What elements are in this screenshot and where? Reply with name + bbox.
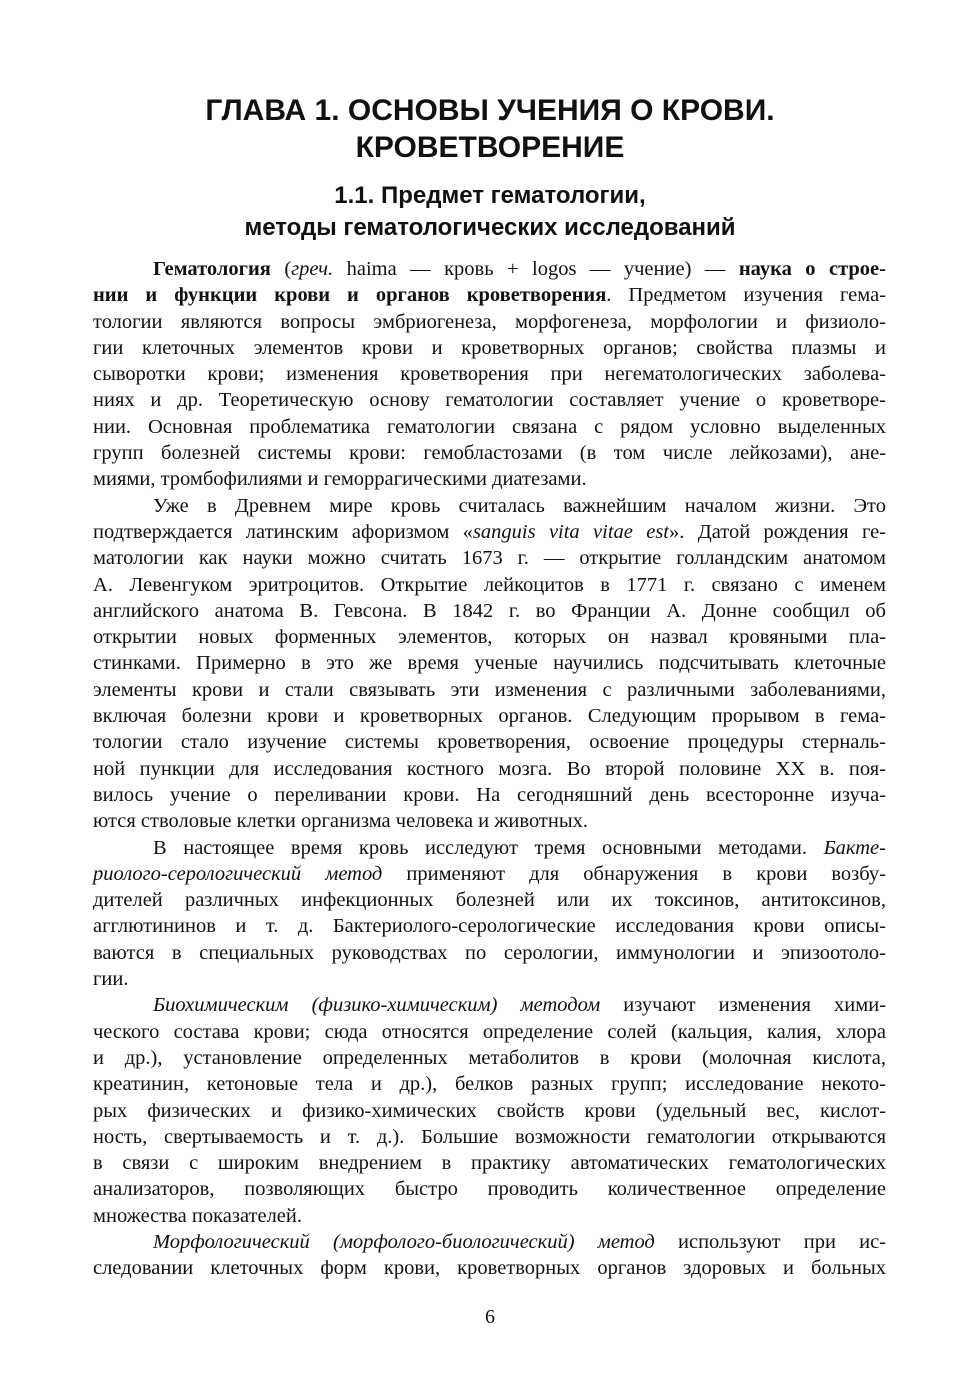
text-segment: изучают изменения хими-: [600, 994, 886, 1017]
paragraph-1: [93, 256, 886, 493]
bold-term: нии и функции крови и органов кроветворения: [93, 284, 607, 307]
text-line: [93, 387, 886, 413]
text-segment: включая болезни крови и кроветворных органов. Следующим прорывом в гема-: [93, 705, 886, 728]
text-segment: (: [270, 258, 292, 280]
text-segment: креатинин, кетоновые тела и др.), белков разных групп; исследование некото-: [93, 1073, 886, 1096]
text-segment: гии.: [93, 968, 129, 991]
chapter-title-line-2: КРОВЕТВОРЕНИЕ: [355, 131, 625, 164]
text-segment: В настоящее время кровь исследуют тремя основными методами.: [153, 836, 824, 859]
text-segment: тологии стало изучение системы кроветворения, освоение процедуры стерналь-: [93, 731, 886, 754]
text-segment: групп болезней системы крови: гемобластозами (в том числе лейкозами), ане-: [93, 442, 886, 465]
text-segment: стинками. Примерно в это же время ученые научились подсчитывать клеточные: [93, 652, 886, 675]
italic-term: греч.: [291, 258, 334, 280]
text-line: [93, 756, 886, 782]
text-segment: ной пункции для исследования костного мозга. Во второй половине XX в. поя-: [93, 757, 886, 780]
text-segment: сыворотки крови; изменения кроветворения при негематологических заболева-: [93, 363, 886, 386]
text-line: [93, 1019, 886, 1045]
text-segment: применяют для обнаружения в крови возбу-: [382, 862, 886, 885]
text-line: [93, 519, 886, 545]
text-segment: и др.), установление определенных метаболитов в крови (молочная кислота,: [93, 1046, 886, 1069]
text-line: [93, 782, 886, 808]
italic-term: Бакте-: [823, 836, 886, 859]
text-segment: гии клеточных элементов крови и кроветворных органов; свойства плазмы и: [93, 336, 886, 359]
text-line: [93, 966, 886, 992]
section-title: [0, 180, 980, 244]
text-line: [93, 414, 886, 440]
text-line: [93, 703, 886, 729]
text-line: [93, 624, 886, 650]
paragraph-2: [93, 493, 886, 835]
text-segment: подтверждается латинским афоризмом «: [93, 520, 473, 543]
bold-term: наука о строе-: [738, 258, 886, 280]
text-line: [93, 650, 886, 676]
text-segment: вилось учение о переливании крови. На сегодняшний день всесторонне изуча-: [93, 783, 886, 806]
text-line: [93, 861, 886, 887]
text-line: [93, 729, 886, 755]
text-line: [93, 598, 886, 624]
text-segment: ниях и др. Теоретическую основу гематологии составляет учение о кроветворе-: [93, 389, 886, 412]
text-line: [93, 282, 886, 308]
text-segment: ». Датой рождения ге-: [669, 520, 887, 543]
text-segment: . Предметом изучения гема-: [606, 284, 886, 307]
text-line: [93, 466, 886, 492]
text-line: [93, 887, 886, 913]
text-line: [93, 835, 886, 861]
text-segment: открытии новых форменных элементов, которых он назвал кровяными пла-: [93, 626, 886, 649]
body-text: [93, 256, 886, 1282]
text-line: [93, 1255, 886, 1281]
text-segment: анализаторов, позволяющих быстро проводить количественное определение: [93, 1178, 886, 1201]
text-segment: А. Левенгуком эритроцитов. Открытие лейкоцитов в 1771 г. связано с именем: [93, 573, 886, 596]
bold-term: Гематология: [153, 258, 271, 280]
text-segment: элементы крови и стали связывать эти изменения с различными заболеваниями,: [93, 678, 886, 701]
text-line: [93, 493, 886, 519]
text-segment: ность, свертываемость и т. д.). Большие возможности гематологии открываются: [93, 1125, 886, 1148]
text-line: [93, 1203, 886, 1229]
chapter-title: [0, 92, 980, 166]
text-segment: матологии как науки можно считать 1673 г. — открытие голландским анатомом: [93, 547, 886, 570]
text-segment: рых физических и физико-химических свойств крови (удельный вес, кислот-: [93, 1099, 886, 1122]
italic-term: риолого-серологический метод: [93, 862, 383, 885]
text-line: [93, 361, 886, 387]
text-line: [93, 1045, 886, 1071]
text-segment: ческого состава крови; сюда относятся определение солей (кальция, калия, хлора: [93, 1020, 886, 1043]
text-segment: нии. Основная проблематика гематологии связана с рядом условно выделенных: [93, 415, 886, 438]
text-segment: ваются в специальных руководствах по серологии, иммунологии и эпизоотоло-: [93, 941, 886, 964]
paragraph-4: [93, 992, 886, 1229]
section-title-line-2: методы гематологических исследований: [244, 214, 736, 241]
text-segment: haima — кровь + logos — учение) —: [333, 258, 739, 280]
text-line: [93, 309, 886, 335]
text-segment: множества показателей.: [93, 1204, 302, 1227]
italic-term: Морфологический (морфолого-биологический) метод: [153, 1230, 655, 1253]
text-line: [93, 940, 886, 966]
text-line: [93, 1124, 886, 1150]
text-segment: Уже в Древнем мире кровь считалась важнейшим началом жизни. Это: [153, 494, 886, 517]
italic-term: Биохимическим (физико-химическим) методом: [153, 994, 601, 1017]
section-title-line-1: 1.1. Предмет гематологии,: [334, 182, 646, 209]
text-line: [93, 913, 886, 939]
paragraph-3: [93, 835, 886, 993]
text-segment: агглютининов и т. д. Бактериолого-серологические исследования крови описы-: [93, 915, 886, 938]
paragraph-5: [93, 1229, 886, 1282]
text-line: [93, 440, 886, 466]
text-line: [93, 256, 886, 282]
text-line: [93, 1150, 886, 1176]
text-segment: дителей различных инфекционных болезней или их токсинов, антитоксинов,: [93, 889, 886, 912]
text-segment: миями, тромбофилиями и геморрагическими диатезами.: [93, 468, 587, 491]
text-line: [93, 1098, 886, 1124]
text-segment: тологии являются вопросы эмбриогенеза, морфогенеза, морфологии и физиоло-: [93, 310, 886, 333]
text-line: [93, 545, 886, 571]
text-line: [93, 992, 886, 1018]
text-segment: в связи с широким внедрением в практику автоматических гематологических: [93, 1152, 886, 1175]
text-line: [93, 335, 886, 361]
text-segment: английского анатома В. Гевсона. В 1842 г. во Франции А. Донне сообщил об: [93, 599, 886, 622]
text-line: [93, 1071, 886, 1097]
italic-term: sanguis vita vitae est: [472, 520, 669, 543]
text-segment: ются стволовые клетки организма человека и животных.: [93, 810, 589, 833]
text-line: [93, 677, 886, 703]
text-segment: используют при ис-: [654, 1230, 887, 1253]
text-line: [93, 1176, 886, 1202]
text-line: [93, 1229, 886, 1255]
page-number: 6: [485, 1306, 495, 1328]
text-line: [93, 808, 886, 834]
chapter-title-line-1: ГЛАВА 1. ОСНОВЫ УЧЕНИЯ О КРОВИ.: [205, 94, 775, 127]
text-line: [93, 572, 886, 598]
text-segment: следовании клеточных форм крови, кроветворных органов здоровых и больных: [93, 1257, 886, 1280]
